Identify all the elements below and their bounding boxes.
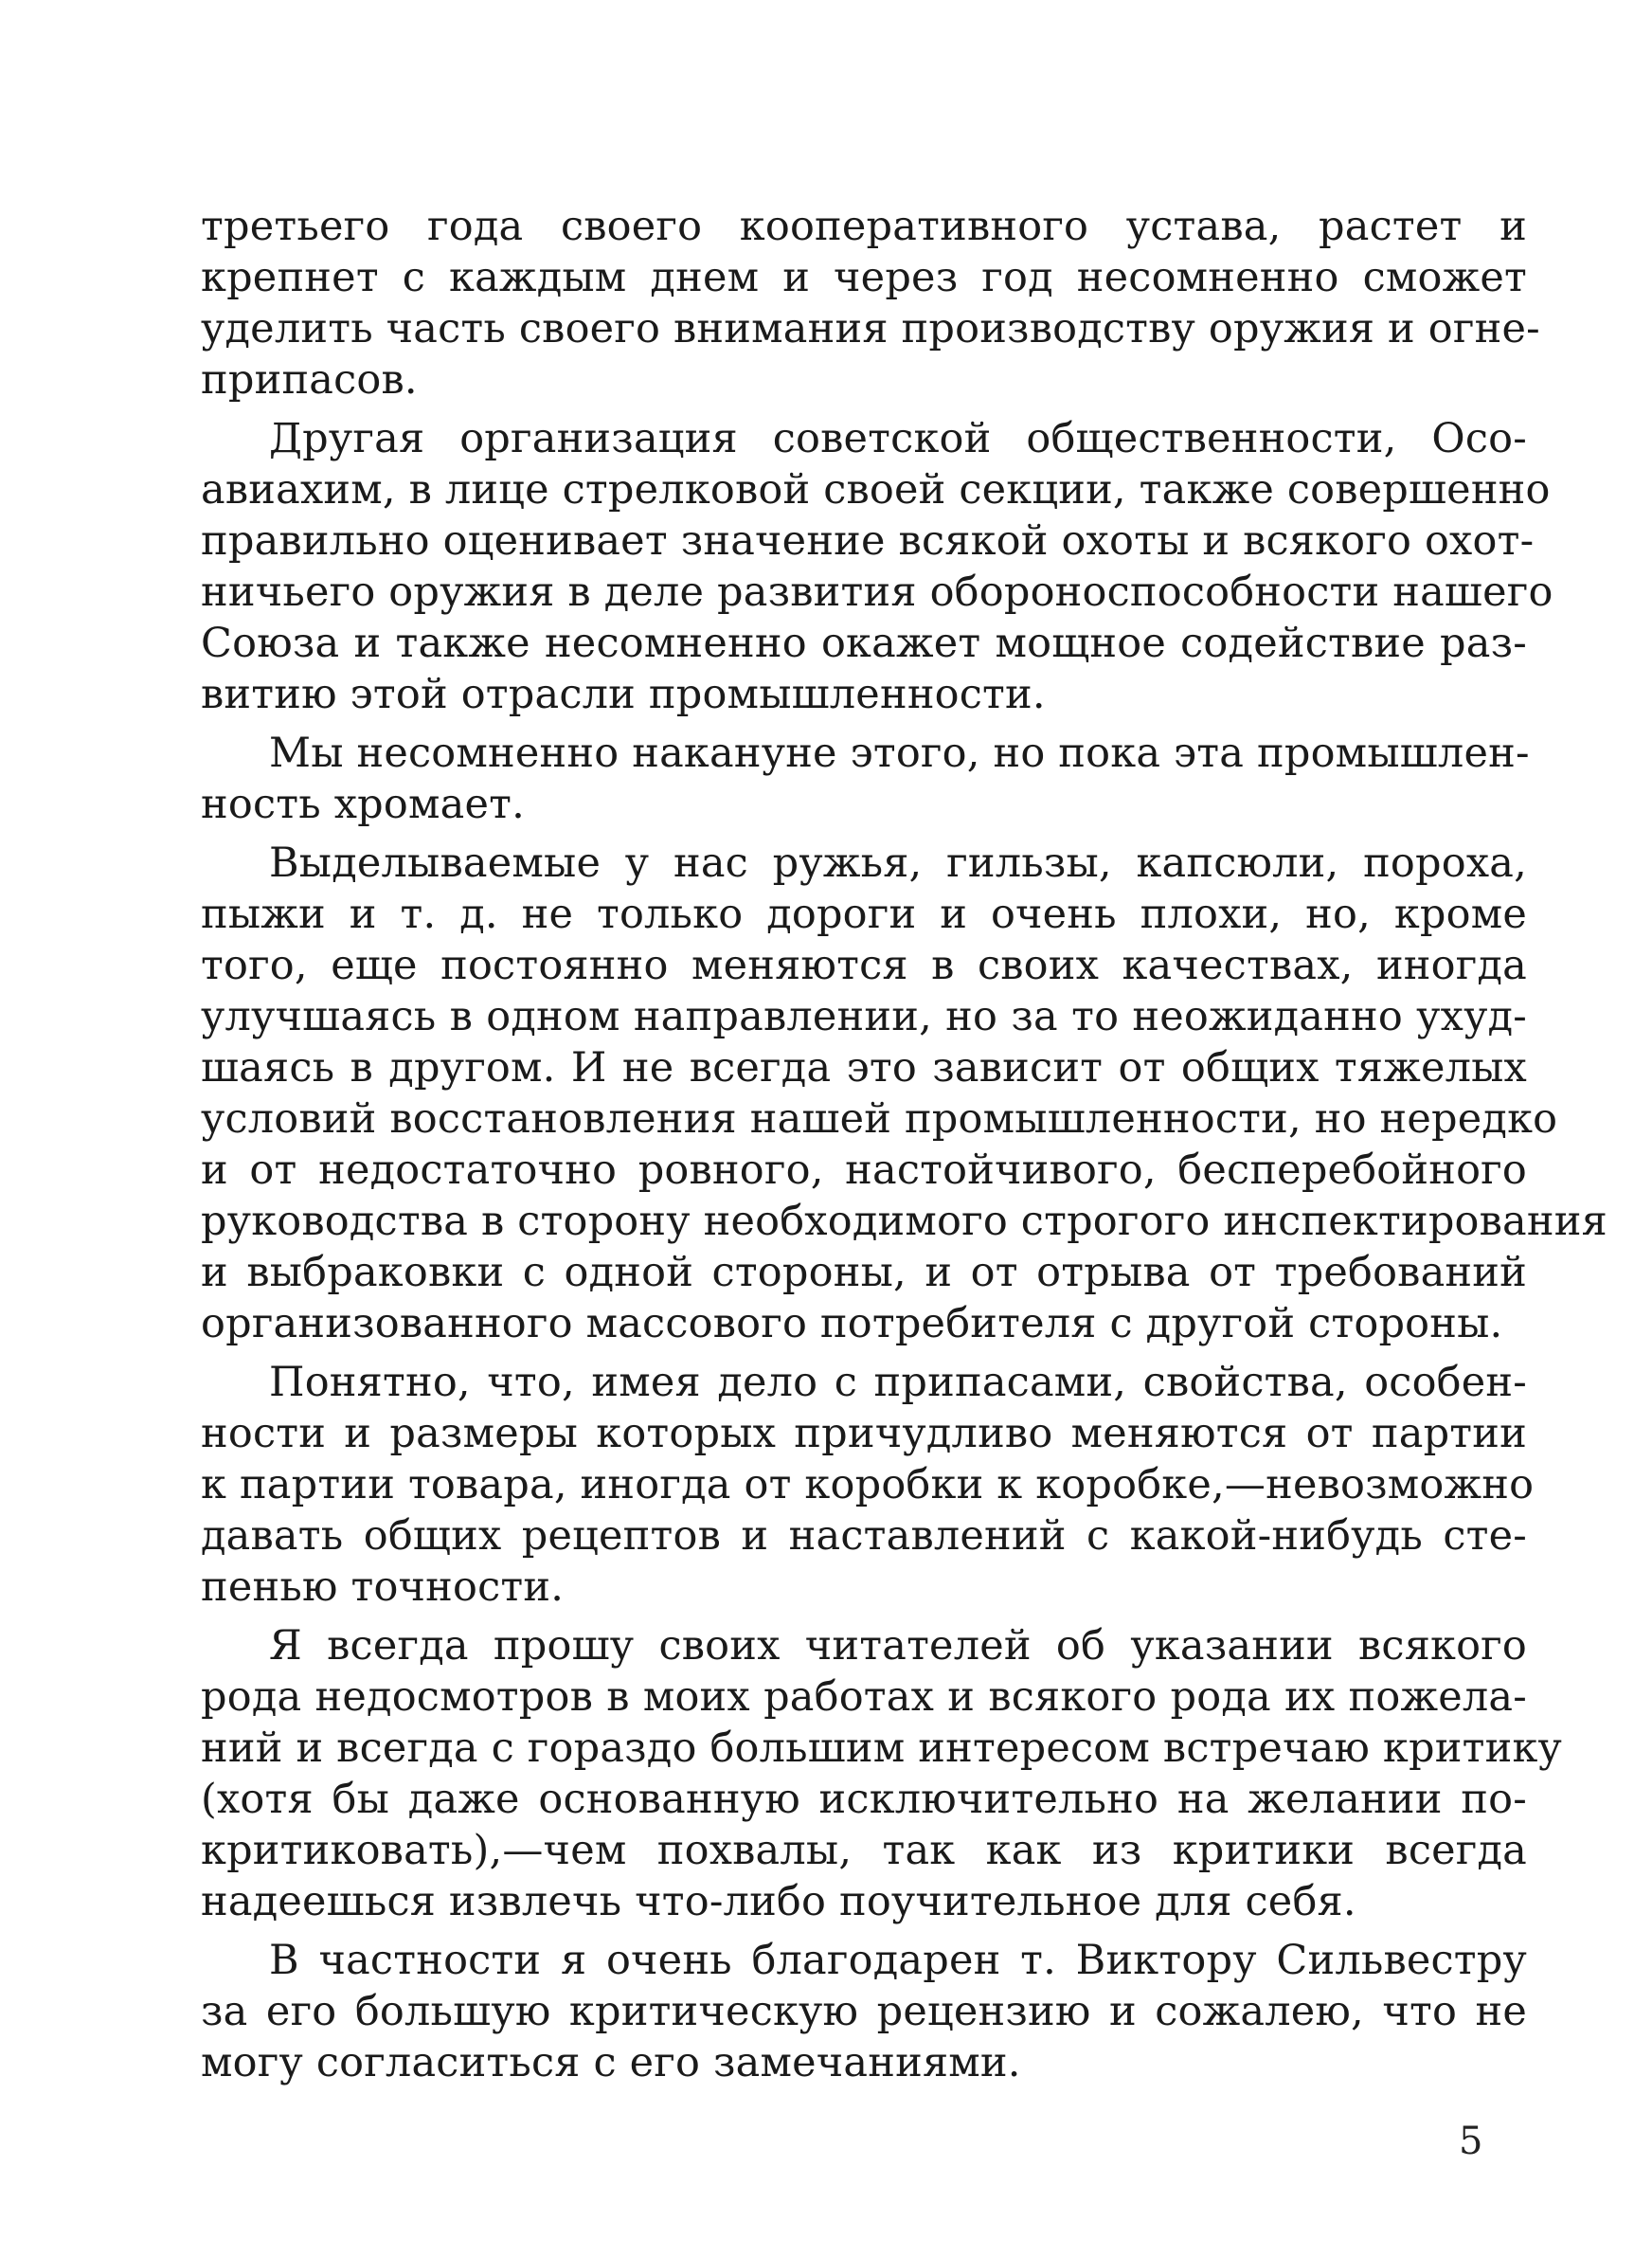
paragraph-1	[201, 201, 1540, 406]
text-line: Союза и также несомненно окажет мощное содействие раз-	[201, 620, 1527, 667]
text-line: ности и размеры которых причудливо меняются от партии	[201, 1410, 1527, 1457]
paragraph-4	[201, 838, 1607, 1349]
text-line: припасов.	[201, 356, 418, 404]
text-line: шаясь в другом. И не всегда это зависит от общих тяжелых	[201, 1044, 1527, 1092]
text-line: ность хромает.	[201, 781, 525, 828]
text-line: надеешься извлечь что-либо поучительное для себя.	[201, 1878, 1356, 1925]
paragraph-7	[201, 1935, 1527, 2088]
text-line: и выбраковки с одной стороны, и от отрыва от требований	[201, 1249, 1527, 1296]
text-line: Я всегда прошу своих читателей об указании всякого	[269, 1622, 1527, 1670]
paragraph-6	[201, 1620, 1563, 1927]
text-line: пыжи и т. д. не только дороги и очень плохи, но, кроме	[201, 891, 1527, 938]
text-line: витию этой отрасли промышленности.	[201, 671, 1046, 718]
text-line: Понятно, что, имея дело с припасами, свойства, особен-	[269, 1359, 1527, 1406]
text-line: Мы несомненно накануне этого, но пока эта промышлен-	[269, 730, 1530, 777]
text-line: Другая организация советской общественности, Осо-	[269, 415, 1527, 462]
paragraph-2	[201, 413, 1553, 720]
text-line: давать общих рецептов и наставлений с какой-нибудь сте-	[201, 1512, 1527, 1560]
text-line: и от недостаточно ровного, настойчивого, бесперебойного	[201, 1147, 1527, 1194]
text-line: уделить часть своего внимания производству оружия и огне-	[201, 305, 1540, 352]
text-line: крепнет с каждым днем и через год несомненно сможет	[201, 254, 1527, 301]
text-line: Выделываемые у нас ружья, гильзы, капсюли, пороха,	[269, 840, 1527, 887]
text-line: за его большую критическую рецензию и сожалею, что не	[201, 1988, 1527, 2035]
text-line: улучшаясь в одном направлении, но за то неожиданно ухуд-	[201, 993, 1527, 1040]
paragraph-5	[201, 1357, 1535, 1613]
text-line: третьего года своего кооперативного устава, растет и	[201, 203, 1527, 250]
text-line: того, еще постоянно меняются в своих качествах, иногда	[201, 942, 1527, 989]
page-number: 5	[1459, 2120, 1483, 2163]
text-line: рода недосмотров в моих работах и всякого рода их пожела-	[201, 1673, 1527, 1721]
text-line: условий восстановления нашей промышленности, но нередко	[201, 1095, 1558, 1143]
text-line: ничьего оружия в деле развития обороноспособности нашего	[201, 569, 1553, 616]
text-line: критиковать),—чем похвалы, так как из критики всегда	[201, 1827, 1527, 1874]
text-line: ний и всегда с гораздо большим интересом встречаю критику	[201, 1724, 1563, 1772]
text-line: руководства в сторону необходимого строгого инспектирования	[201, 1198, 1607, 1245]
text-line: В частности я очень благодарен т. Виктору Сильвестру	[269, 1937, 1527, 1984]
text-line: пенью точности.	[201, 1563, 565, 1611]
text-line: могу согласиться с его замечаниями.	[201, 2039, 1021, 2086]
text-line: правильно оценивает значение всякой охоты и всякого охот-	[201, 517, 1535, 565]
paragraph-3	[201, 728, 1530, 830]
text-line: авиахим, в лице стрелковой своей секции, также совершенно	[201, 466, 1551, 514]
text-line: к партии товара, иногда от коробки к коробке,—невозможно	[201, 1461, 1535, 1508]
text-line: организованного массового потребителя с другой стороны.	[201, 1300, 1503, 1347]
text-line: (хотя бы даже основанную исключительно на желании по-	[201, 1776, 1527, 1823]
body-text	[201, 201, 1607, 2096]
